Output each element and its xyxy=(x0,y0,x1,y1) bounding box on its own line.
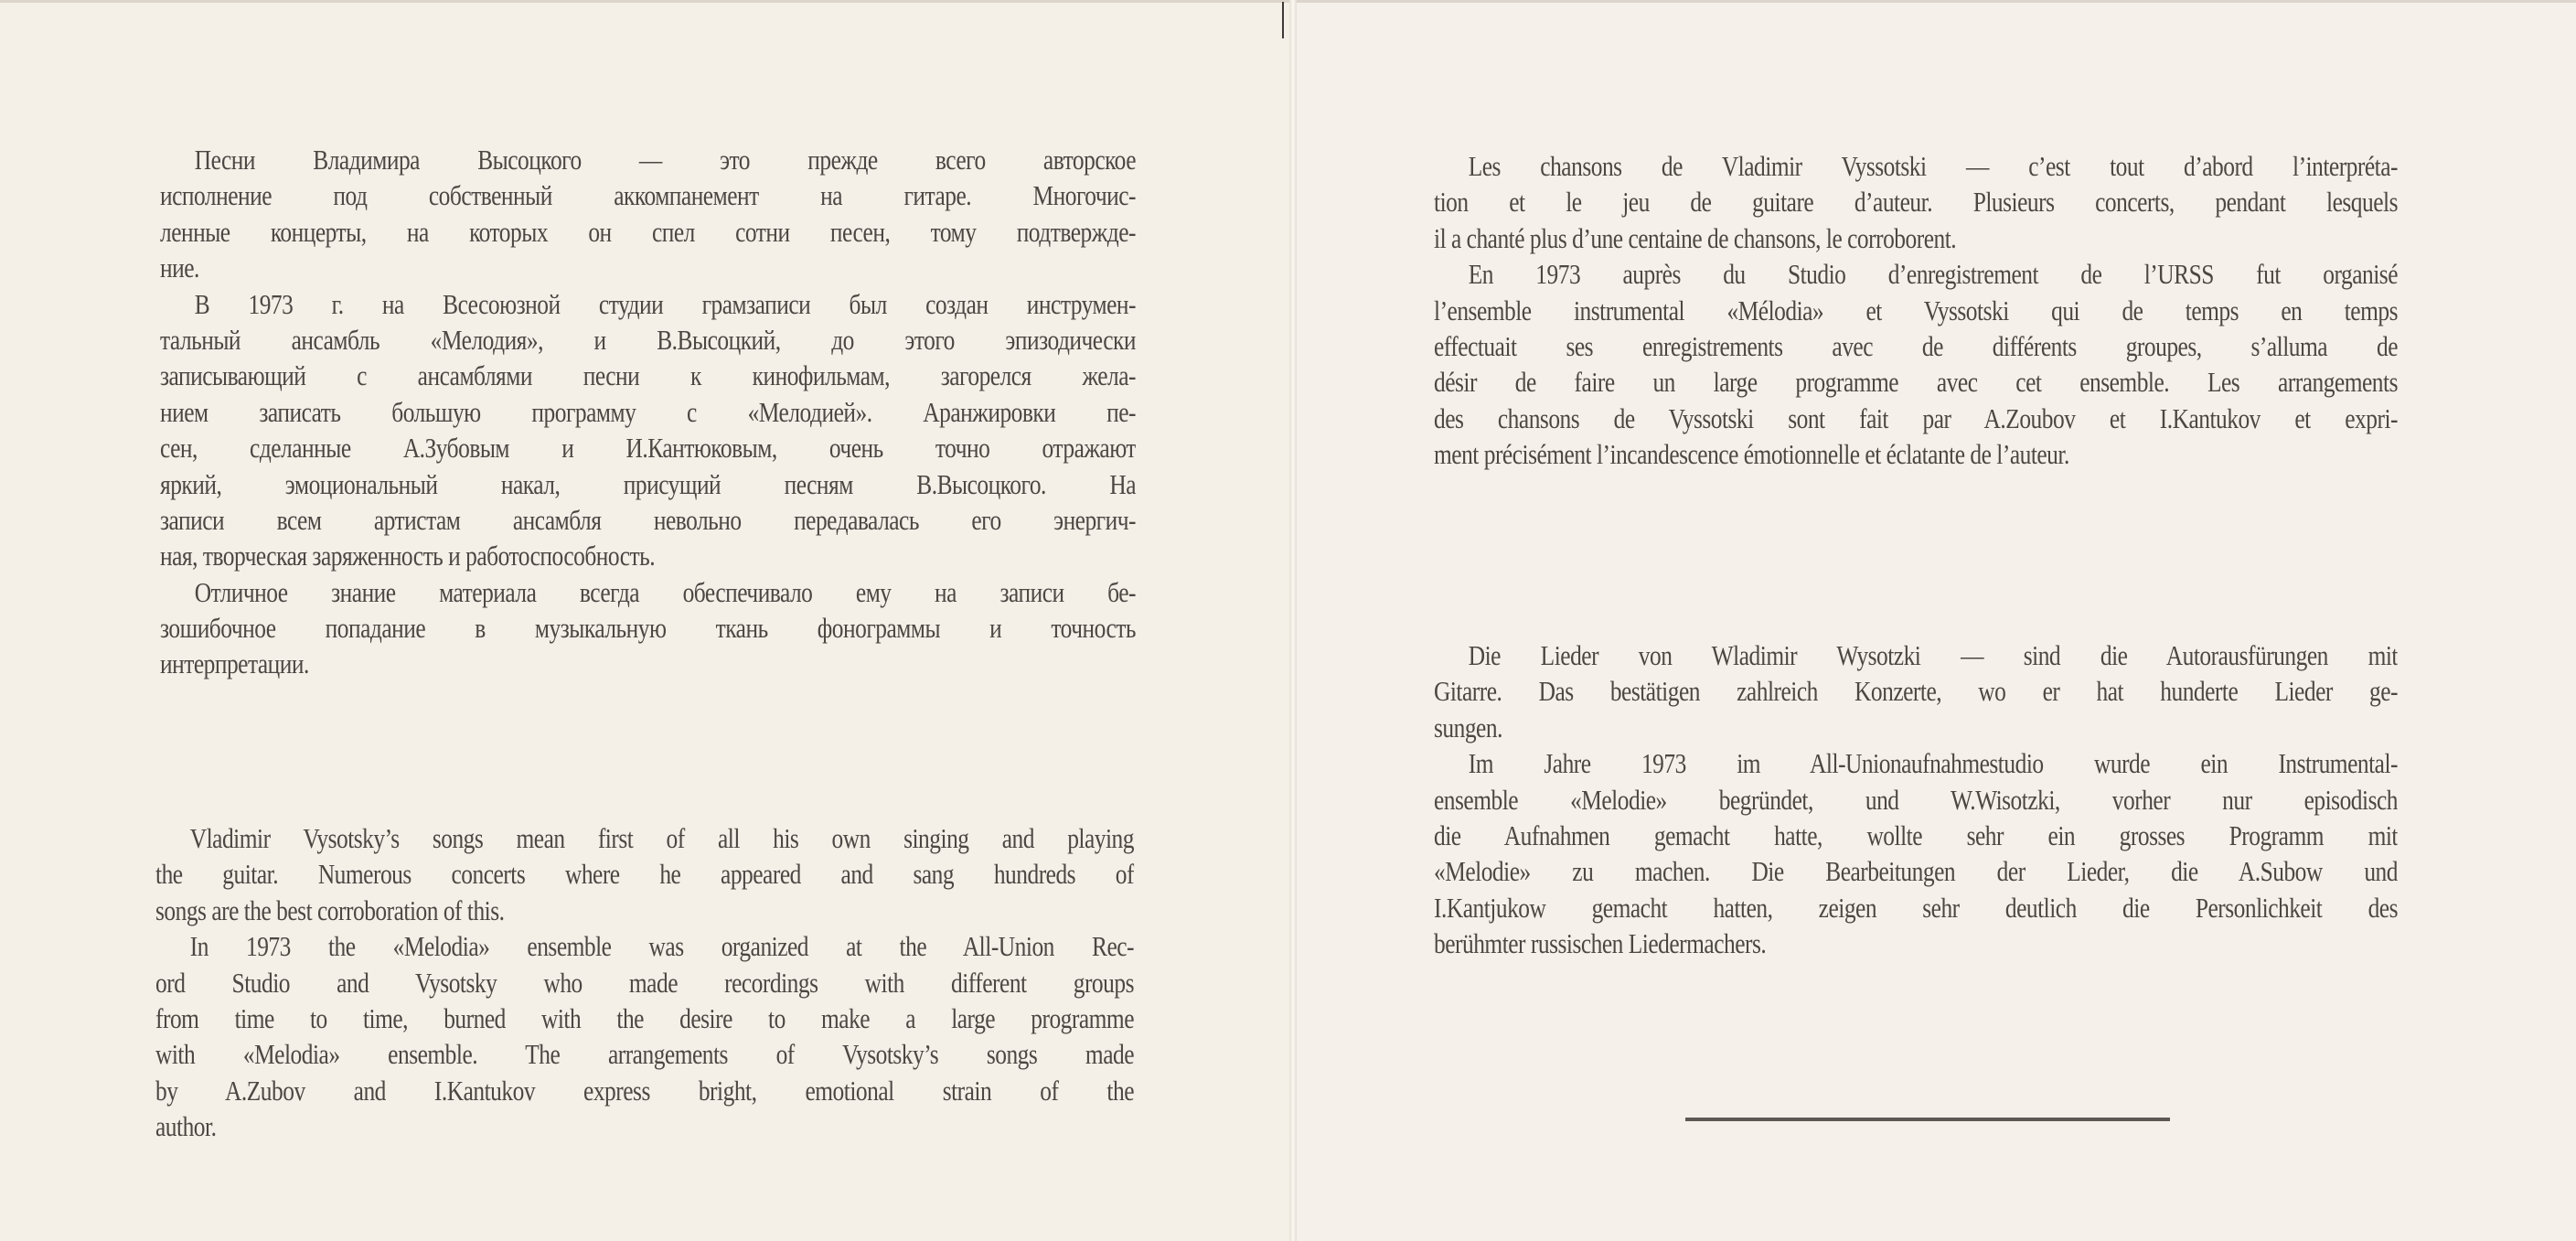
text-line: berühmter russischen Liedermachers. xyxy=(1434,927,1767,960)
french-text-block xyxy=(1434,148,2576,473)
text-line: the guitar. Numerous concerts where he appeared and sang hundreds of xyxy=(155,858,1134,891)
text-line: ленные концерты, на которых он спел сотни песен, тому подтвержде- xyxy=(160,215,1136,248)
text-line: songs are the best corroboration of this. xyxy=(155,893,505,926)
text-line: by A.Zubov and I.Kantukov express bright, emotional strain of the xyxy=(155,1074,1134,1107)
text-line: il a chanté plus d’une centaine de chansons, le corroborent. xyxy=(1434,221,1957,254)
text-line: Gitarre. Das bestätigen zahlreich Konzerte, wo er hat hunderte Lieder ge- xyxy=(1434,675,2398,708)
german-text-block xyxy=(1434,637,2576,962)
top-edge xyxy=(0,0,2576,3)
text-line: author. xyxy=(155,1110,217,1143)
text-line: Im Jahre 1973 im All-Unionaufnahmestudio wurde ein Instrumental- xyxy=(1468,747,2398,780)
text-line: сен, сделанные А.Зубовым и И.Кантюковым, очень точно отражают xyxy=(160,432,1136,465)
text-line: effectuait ses enregistrements avec de différents groupes, s’alluma de xyxy=(1434,329,2398,362)
text-line: записывающий с ансамблями песни к кинофильмам, загорелся жела- xyxy=(160,359,1136,392)
text-line: исполнение под собственный аккомпанемент на гитаре. Многочис- xyxy=(160,179,1136,212)
text-line: Die Lieder von Wladimir Wysotzki — sind die Autorausfürungen mit xyxy=(1468,639,2398,671)
text-line: ная, творческая заряженность и работоспособность. xyxy=(160,540,656,572)
text-line: with «Melodia» ensemble. The arrangements of Vysotsky’s songs made xyxy=(155,1038,1134,1071)
text-line: ord Studio and Vysotsky who made recordings with different groups xyxy=(155,966,1134,999)
text-line: from time to time, burned with the desire to make a large programme xyxy=(155,1001,1134,1034)
text-line: ние. xyxy=(160,251,199,284)
text-line: ment précisément l’incandescence émotionnelle et éclatante de l’auteur. xyxy=(1434,438,2069,471)
text-line: тальный ансамбль «Мелодия», и В.Высоцкий, до этого эпизодически xyxy=(160,323,1136,356)
closing-rule xyxy=(1685,1118,2170,1121)
text-line: des chansons de Vyssotski sont fait par A.Zoubov et I.Kantukov et expri- xyxy=(1434,401,2398,434)
text-line: I.Kantjukow gemacht hatten, zeigen sehr deutlich die Personlichkeit des xyxy=(1434,891,2398,924)
text-line: désir de faire un large programme avec cet ensemble. Les arrangements xyxy=(1434,366,2398,399)
text-line: записи всем артистам ансамбля невольно передавалась его энергич- xyxy=(160,503,1136,536)
text-line: ensemble «Melodie» begründet, und W.Wisotzki, vorher nur episodisch xyxy=(1434,783,2398,816)
text-line: Отличное знание материала всегда обеспечивало ему на записи бе- xyxy=(194,575,1136,608)
text-line: Vladimir Vysotsky’s songs mean first of all his own singing and playing xyxy=(189,822,1134,854)
text-line: «Melodie» zu machen. Die Bearbeitungen der Lieder, die A.Subow und xyxy=(1434,855,2398,888)
text-line: l’ensemble instrumental «Mélodia» et Vyssotski qui de temps en temps xyxy=(1434,294,2398,326)
text-line: En 1973 auprès du Studio d’enregistrement de l’URSS fut organisé xyxy=(1468,258,2398,291)
text-line: зошибочное попадание в музыкальную ткань фонограммы и точность xyxy=(160,612,1136,645)
fold-mark xyxy=(1282,2,1284,38)
text-line: tion et le jeu de guitare d’auteur. Plusieurs concerts, pendant lesquels xyxy=(1434,186,2398,219)
text-line: нием записать большую программу с «Мелодией». Аранжировки пе- xyxy=(160,395,1136,428)
english-text-block xyxy=(155,820,1349,1145)
text-line: die Aufnahmen gemacht hatte, wollte sehr ein grosses Programm mit xyxy=(1434,818,2398,851)
text-line: Les chansons de Vladimir Vyssotski — c’est tout d’abord l’interpréta- xyxy=(1468,150,2398,182)
text-line: яркий, эмоциональный накал, присущий песням В.Высоцкого. На xyxy=(160,467,1136,500)
text-line: В 1973 г. на Всесоюзной студии грамзаписи был создан инструмен- xyxy=(194,287,1136,320)
text-line: In 1973 the «Melodia» ensemble was organized at the All-Union Rec- xyxy=(189,930,1134,963)
text-line: sungen. xyxy=(1434,711,1502,744)
text-line: Песни Владимира Высоцкого — это прежде всего авторское xyxy=(194,144,1136,176)
russian-text-block xyxy=(160,142,1350,682)
text-line: интерпретации. xyxy=(160,647,309,680)
